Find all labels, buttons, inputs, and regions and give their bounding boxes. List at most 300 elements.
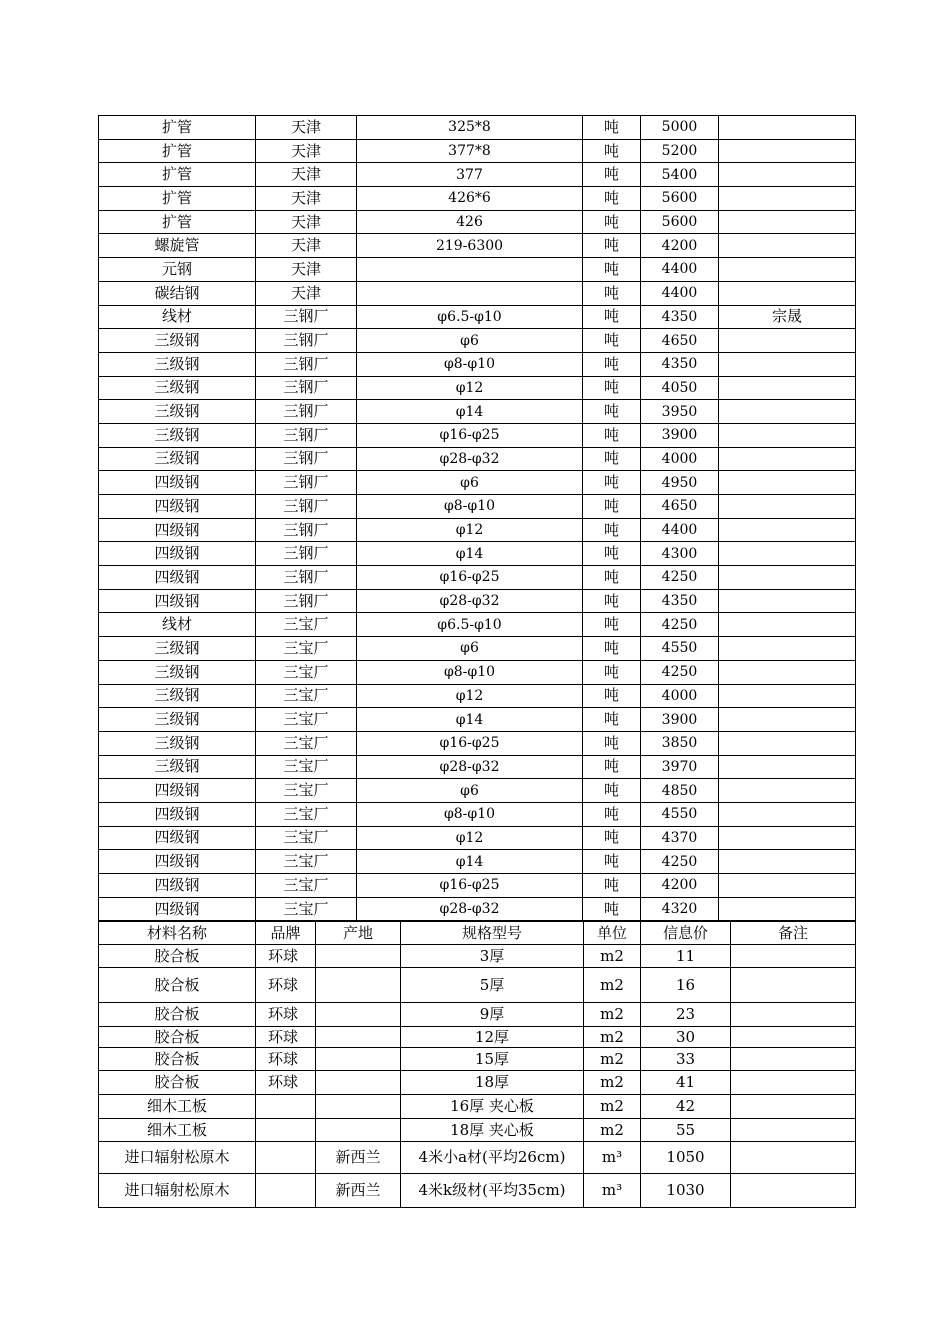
note-cell — [731, 1095, 856, 1119]
material-name-cell: 四级钢 — [99, 471, 256, 495]
table-row — [99, 400, 856, 424]
spec-cell: φ12 — [357, 376, 583, 400]
spec-cell: φ8-φ10 — [357, 802, 583, 826]
origin-cell: 三钢厂 — [256, 329, 357, 353]
origin-cell: 三钢厂 — [256, 305, 357, 329]
note-cell — [719, 589, 856, 613]
price-cell: 5200 — [641, 139, 719, 163]
price-cell: 4320 — [641, 897, 719, 921]
material-name-cell: 四级钢 — [99, 542, 256, 566]
note-cell — [731, 1003, 856, 1027]
price-cell: 3900 — [641, 708, 719, 732]
price-cell: 4650 — [641, 495, 719, 519]
material-name-cell: 扩管 — [99, 116, 256, 140]
material-name-cell: 四级钢 — [99, 897, 256, 921]
table-row — [99, 447, 856, 471]
material-name-cell: 四级钢 — [99, 826, 256, 850]
unit-cell: 吨 — [583, 660, 641, 684]
table-row — [99, 305, 856, 329]
table-row — [99, 116, 856, 140]
origin-cell — [316, 945, 401, 968]
unit-cell: 吨 — [583, 542, 641, 566]
unit-cell: 吨 — [583, 305, 641, 329]
spec-cell: φ12 — [357, 518, 583, 542]
material-name-cell: 三级钢 — [99, 684, 256, 708]
origin-cell: 三钢厂 — [256, 447, 357, 471]
header-price: 信息价 — [641, 922, 731, 945]
origin-cell: 三宝厂 — [256, 660, 357, 684]
price-cell: 16 — [641, 968, 731, 1003]
table-row — [99, 1119, 856, 1142]
table-row — [99, 1003, 856, 1027]
price-cell: 4200 — [641, 234, 719, 258]
material-name-cell: 三级钢 — [99, 447, 256, 471]
note-cell — [731, 968, 856, 1003]
table-row — [99, 542, 856, 566]
unit-cell: 吨 — [583, 210, 641, 234]
unit-cell: 吨 — [583, 779, 641, 803]
unit-cell: 吨 — [583, 187, 641, 211]
material-name-cell: 元钢 — [99, 258, 256, 282]
origin-cell: 三宝厂 — [256, 850, 357, 874]
origin-cell — [316, 1095, 401, 1119]
material-name-cell: 线材 — [99, 613, 256, 637]
material-name-cell: 细木工板 — [99, 1119, 256, 1142]
note-cell — [719, 613, 856, 637]
unit-cell: 吨 — [583, 281, 641, 305]
material-name-cell: 线材 — [99, 305, 256, 329]
price-cell: 41 — [641, 1071, 731, 1095]
brand-cell — [256, 1174, 316, 1208]
material-name-cell: 胶合板 — [99, 1071, 256, 1095]
origin-cell: 新西兰 — [316, 1174, 401, 1208]
unit-cell: 吨 — [583, 423, 641, 447]
price-cell: 5400 — [641, 163, 719, 187]
note-cell — [719, 826, 856, 850]
spec-cell: 5厚 — [401, 968, 584, 1003]
note-cell — [719, 708, 856, 732]
unit-cell: 吨 — [583, 566, 641, 590]
material-name-cell: 三级钢 — [99, 637, 256, 661]
table-row — [99, 423, 856, 447]
header-unit: 单位 — [584, 922, 641, 945]
header-spec: 规格型号 — [401, 922, 584, 945]
spec-cell: φ6.5-φ10 — [357, 613, 583, 637]
spec-cell: 12厚 — [401, 1027, 584, 1048]
table-row — [99, 802, 856, 826]
unit-cell: 吨 — [583, 352, 641, 376]
material-name-cell: 三级钢 — [99, 731, 256, 755]
origin-cell: 三钢厂 — [256, 423, 357, 447]
unit-cell: 吨 — [583, 258, 641, 282]
table-row — [99, 755, 856, 779]
table-row — [99, 352, 856, 376]
note-cell — [719, 755, 856, 779]
origin-cell — [316, 968, 401, 1003]
unit-cell: 吨 — [583, 874, 641, 898]
unit-cell: 吨 — [583, 731, 641, 755]
table-row — [99, 329, 856, 353]
origin-cell: 三钢厂 — [256, 589, 357, 613]
origin-cell: 三宝厂 — [256, 637, 357, 661]
material-name-cell: 碳结钢 — [99, 281, 256, 305]
origin-cell: 三宝厂 — [256, 613, 357, 637]
spec-cell: φ28-φ32 — [357, 447, 583, 471]
brand-cell: 环球 — [256, 945, 316, 968]
unit-cell: 吨 — [583, 589, 641, 613]
origin-cell: 三宝厂 — [256, 897, 357, 921]
price-cell: 42 — [641, 1095, 731, 1119]
material-name-cell: 扩管 — [99, 187, 256, 211]
material-name-cell: 胶合板 — [99, 1048, 256, 1071]
spec-cell: φ16-φ25 — [357, 731, 583, 755]
table-row — [99, 945, 856, 968]
price-cell: 4300 — [641, 542, 719, 566]
table-row — [99, 281, 856, 305]
note-cell — [719, 258, 856, 282]
note-cell — [731, 1071, 856, 1095]
unit-cell: 吨 — [583, 495, 641, 519]
spec-cell: φ8-φ10 — [357, 495, 583, 519]
material-name-cell: 胶合板 — [99, 1003, 256, 1027]
price-cell: 33 — [641, 1048, 731, 1071]
note-cell — [719, 423, 856, 447]
material-name-cell: 四级钢 — [99, 589, 256, 613]
unit-cell: 吨 — [583, 755, 641, 779]
origin-cell: 天津 — [256, 139, 357, 163]
spec-cell: 4米k级材(平均35cm) — [401, 1174, 584, 1208]
table-row — [99, 708, 856, 732]
price-cell: 4350 — [641, 352, 719, 376]
steel-price-table — [98, 115, 856, 921]
unit-cell: 吨 — [583, 471, 641, 495]
table-row — [99, 163, 856, 187]
material-name-cell: 三级钢 — [99, 376, 256, 400]
header-note: 备注 — [731, 922, 856, 945]
material-name-cell: 螺旋管 — [99, 234, 256, 258]
origin-cell: 三钢厂 — [256, 495, 357, 519]
origin-cell: 三钢厂 — [256, 542, 357, 566]
note-cell — [719, 329, 856, 353]
price-cell: 4250 — [641, 660, 719, 684]
origin-cell: 天津 — [256, 234, 357, 258]
table-row — [99, 234, 856, 258]
spec-cell: 426 — [357, 210, 583, 234]
spec-cell: φ28-φ32 — [357, 897, 583, 921]
material-name-cell: 三级钢 — [99, 708, 256, 732]
spec-cell: φ28-φ32 — [357, 755, 583, 779]
table-row — [99, 376, 856, 400]
table-row — [99, 258, 856, 282]
note-cell — [731, 1119, 856, 1142]
price-cell: 4400 — [641, 258, 719, 282]
note-cell — [719, 234, 856, 258]
note-cell — [731, 1048, 856, 1071]
table-row — [99, 613, 856, 637]
spec-cell: φ16-φ25 — [357, 874, 583, 898]
table-row — [99, 1027, 856, 1048]
spec-cell: φ14 — [357, 400, 583, 424]
origin-cell — [316, 1048, 401, 1071]
spec-cell: φ6 — [357, 637, 583, 661]
table-row — [99, 495, 856, 519]
origin-cell — [316, 1027, 401, 1048]
price-cell: 4350 — [641, 305, 719, 329]
unit-cell: m2 — [584, 968, 641, 1003]
price-cell: 4250 — [641, 613, 719, 637]
note-cell — [719, 542, 856, 566]
table-row — [99, 566, 856, 590]
price-cell: 4400 — [641, 518, 719, 542]
price-cell: 4350 — [641, 589, 719, 613]
spec-cell: 18厚 夹心板 — [401, 1119, 584, 1142]
origin-cell: 三宝厂 — [256, 755, 357, 779]
price-cell: 5600 — [641, 210, 719, 234]
unit-cell: m2 — [584, 945, 641, 968]
origin-cell: 三钢厂 — [256, 518, 357, 542]
price-cell: 3850 — [641, 731, 719, 755]
table-row — [99, 139, 856, 163]
material-name-cell: 三级钢 — [99, 400, 256, 424]
note-cell — [719, 731, 856, 755]
table-row — [99, 826, 856, 850]
origin-cell — [316, 1071, 401, 1095]
brand-cell — [256, 1119, 316, 1142]
note-cell: 宗晟 — [719, 305, 856, 329]
material-name-cell: 四级钢 — [99, 518, 256, 542]
spec-cell: 3厚 — [401, 945, 584, 968]
price-cell: 30 — [641, 1027, 731, 1048]
note-cell — [731, 945, 856, 968]
material-name-cell: 进口辐射松原木 — [99, 1174, 256, 1208]
brand-cell: 环球 — [256, 968, 316, 1003]
material-name-cell: 胶合板 — [99, 968, 256, 1003]
origin-cell: 三宝厂 — [256, 874, 357, 898]
material-name-cell: 扩管 — [99, 210, 256, 234]
origin-cell: 天津 — [256, 258, 357, 282]
note-cell — [719, 684, 856, 708]
origin-cell: 三宝厂 — [256, 684, 357, 708]
spec-cell: φ16-φ25 — [357, 566, 583, 590]
note-cell — [719, 210, 856, 234]
note-cell — [719, 163, 856, 187]
material-name-cell: 进口辐射松原木 — [99, 1142, 256, 1174]
table-row — [99, 518, 856, 542]
price-cell: 4550 — [641, 637, 719, 661]
unit-cell: 吨 — [583, 802, 641, 826]
table-row — [99, 1048, 856, 1071]
table-row — [99, 589, 856, 613]
header-brand: 品牌 — [256, 922, 316, 945]
price-cell: 5600 — [641, 187, 719, 211]
material-name-cell: 四级钢 — [99, 495, 256, 519]
spec-cell: 16厚 夹心板 — [401, 1095, 584, 1119]
note-cell — [731, 1027, 856, 1048]
spec-cell — [357, 281, 583, 305]
spec-cell — [357, 258, 583, 282]
table-row — [99, 471, 856, 495]
origin-cell: 三钢厂 — [256, 352, 357, 376]
origin-cell: 三宝厂 — [256, 826, 357, 850]
unit-cell: m2 — [584, 1095, 641, 1119]
material-name-cell: 四级钢 — [99, 850, 256, 874]
note-cell — [719, 471, 856, 495]
brand-cell — [256, 1095, 316, 1119]
origin-cell: 三钢厂 — [256, 566, 357, 590]
spec-cell: φ8-φ10 — [357, 352, 583, 376]
material-name-cell: 细木工板 — [99, 1095, 256, 1119]
brand-cell: 环球 — [256, 1027, 316, 1048]
origin-cell: 三宝厂 — [256, 708, 357, 732]
unit-cell: m2 — [584, 1071, 641, 1095]
note-cell — [719, 874, 856, 898]
spec-cell: φ12 — [357, 684, 583, 708]
header-origin: 产地 — [316, 922, 401, 945]
table-row — [99, 731, 856, 755]
unit-cell: 吨 — [583, 897, 641, 921]
table-row — [99, 1071, 856, 1095]
table-row — [99, 897, 856, 921]
note-cell — [719, 779, 856, 803]
note-cell — [719, 187, 856, 211]
table-row — [99, 684, 856, 708]
price-cell: 4000 — [641, 447, 719, 471]
brand-cell: 环球 — [256, 1003, 316, 1027]
table-row — [99, 850, 856, 874]
note-cell — [719, 281, 856, 305]
price-cell: 4000 — [641, 684, 719, 708]
table-row — [99, 637, 856, 661]
unit-cell: 吨 — [583, 329, 641, 353]
origin-cell: 三钢厂 — [256, 471, 357, 495]
spec-cell: φ6 — [357, 471, 583, 495]
note-cell — [719, 116, 856, 140]
spec-cell: 325*8 — [357, 116, 583, 140]
price-cell: 4950 — [641, 471, 719, 495]
spec-cell: φ16-φ25 — [357, 423, 583, 447]
table-row — [99, 874, 856, 898]
origin-cell: 三宝厂 — [256, 779, 357, 803]
brand-cell — [256, 1142, 316, 1174]
unit-cell: 吨 — [583, 518, 641, 542]
unit-cell: m2 — [584, 1048, 641, 1071]
spec-cell: 377*8 — [357, 139, 583, 163]
table-row — [99, 779, 856, 803]
header-name: 材料名称 — [99, 922, 256, 945]
table-row — [99, 1174, 856, 1208]
table-row — [99, 187, 856, 211]
note-cell — [731, 1174, 856, 1208]
unit-cell: m2 — [584, 1003, 641, 1027]
spec-cell: φ8-φ10 — [357, 660, 583, 684]
origin-cell: 三钢厂 — [256, 376, 357, 400]
price-cell: 4370 — [641, 826, 719, 850]
material-name-cell: 四级钢 — [99, 566, 256, 590]
unit-cell: 吨 — [583, 234, 641, 258]
material-name-cell: 三级钢 — [99, 755, 256, 779]
unit-cell: 吨 — [583, 613, 641, 637]
price-cell: 4400 — [641, 281, 719, 305]
spec-cell: φ28-φ32 — [357, 589, 583, 613]
origin-cell: 天津 — [256, 187, 357, 211]
price-cell: 4250 — [641, 850, 719, 874]
spec-cell: φ14 — [357, 708, 583, 732]
origin-cell: 三宝厂 — [256, 802, 357, 826]
table-row — [99, 660, 856, 684]
origin-cell: 天津 — [256, 281, 357, 305]
unit-cell: m³ — [584, 1174, 641, 1208]
material-name-cell: 四级钢 — [99, 779, 256, 803]
spec-cell: φ6 — [357, 329, 583, 353]
spec-cell: φ6 — [357, 779, 583, 803]
unit-cell: 吨 — [583, 116, 641, 140]
note-cell — [719, 495, 856, 519]
price-cell: 11 — [641, 945, 731, 968]
spec-cell: φ14 — [357, 542, 583, 566]
unit-cell: 吨 — [583, 163, 641, 187]
table-row — [99, 1095, 856, 1119]
table-row — [99, 1142, 856, 1174]
material-name-cell: 胶合板 — [99, 1027, 256, 1048]
unit-cell: m³ — [584, 1142, 641, 1174]
material-name-cell: 扩管 — [99, 163, 256, 187]
price-cell: 4050 — [641, 376, 719, 400]
material-name-cell: 胶合板 — [99, 945, 256, 968]
brand-cell: 环球 — [256, 1071, 316, 1095]
unit-cell: 吨 — [583, 826, 641, 850]
spec-cell: 426*6 — [357, 187, 583, 211]
unit-cell: m2 — [584, 1027, 641, 1048]
note-cell — [719, 566, 856, 590]
price-cell: 5000 — [641, 116, 719, 140]
spec-cell: φ14 — [357, 850, 583, 874]
note-cell — [719, 518, 856, 542]
spec-cell: 219-6300 — [357, 234, 583, 258]
table-row — [99, 210, 856, 234]
material-name-cell: 三级钢 — [99, 329, 256, 353]
spec-cell: 15厚 — [401, 1048, 584, 1071]
table-row — [99, 968, 856, 1003]
note-cell — [719, 660, 856, 684]
unit-cell: m2 — [584, 1119, 641, 1142]
material-name-cell: 三级钢 — [99, 660, 256, 684]
note-cell — [719, 400, 856, 424]
price-cell: 23 — [641, 1003, 731, 1027]
origin-cell — [316, 1003, 401, 1027]
origin-cell: 天津 — [256, 116, 357, 140]
material-name-cell: 四级钢 — [99, 802, 256, 826]
price-cell: 4200 — [641, 874, 719, 898]
note-cell — [719, 802, 856, 826]
note-cell — [719, 637, 856, 661]
material-name-cell: 三级钢 — [99, 423, 256, 447]
spec-cell: φ12 — [357, 826, 583, 850]
spec-cell: 9厚 — [401, 1003, 584, 1027]
unit-cell: 吨 — [583, 637, 641, 661]
origin-cell: 天津 — [256, 163, 357, 187]
spec-cell: 377 — [357, 163, 583, 187]
header-row — [99, 922, 856, 945]
brand-cell: 环球 — [256, 1048, 316, 1071]
note-cell — [719, 850, 856, 874]
price-cell: 3900 — [641, 423, 719, 447]
spec-cell: 18厚 — [401, 1071, 584, 1095]
origin-cell: 三宝厂 — [256, 731, 357, 755]
price-cell: 3950 — [641, 400, 719, 424]
price-cell: 4550 — [641, 802, 719, 826]
note-cell — [719, 352, 856, 376]
spec-cell: 4米小a材(平均26cm) — [401, 1142, 584, 1174]
